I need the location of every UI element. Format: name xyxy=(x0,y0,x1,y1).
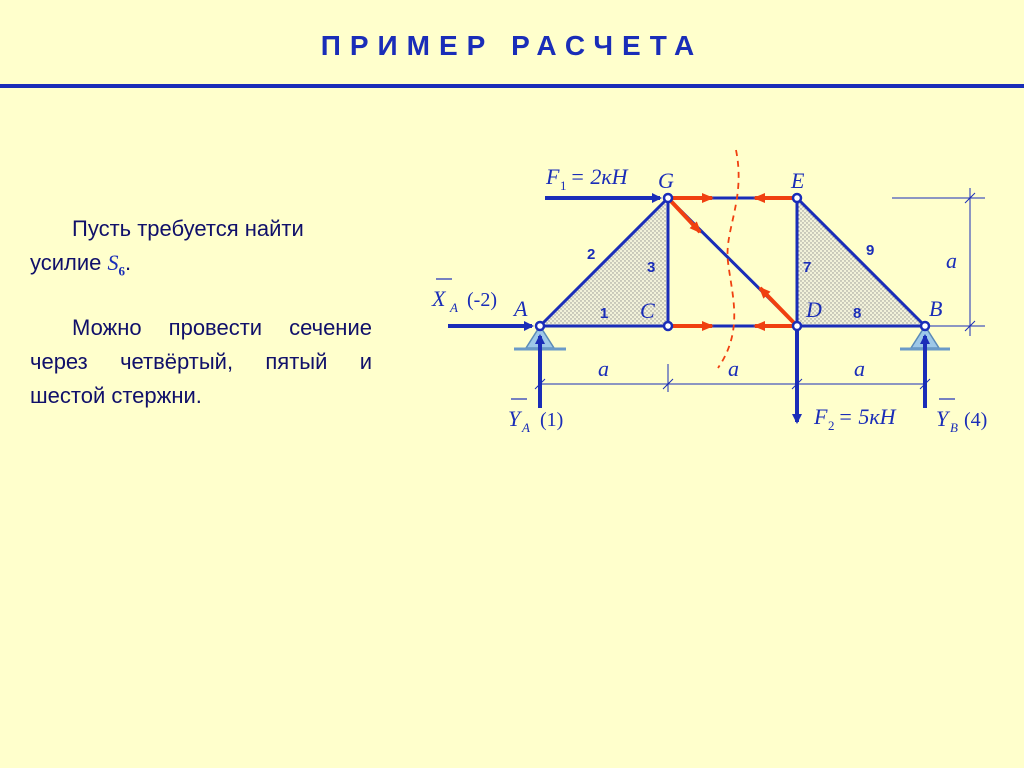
svg-text:A: A xyxy=(522,420,530,435)
force-label-ya xyxy=(508,399,563,435)
svg-text:F: F xyxy=(814,404,828,429)
dimension-label-a1: a xyxy=(598,356,609,381)
member-label-3: 3 xyxy=(647,259,656,276)
svg-text:(-2): (-2) xyxy=(467,289,497,311)
svg-text:(4): (4) xyxy=(964,409,988,431)
node-label-a: A xyxy=(514,296,528,321)
task-line-2: усилие xyxy=(30,250,102,275)
svg-text:Y: Y xyxy=(508,406,521,431)
node-d xyxy=(793,322,801,330)
member-label-9: 9 xyxy=(866,242,875,259)
node-e xyxy=(793,194,801,202)
svg-text:X: X xyxy=(432,286,446,311)
dimension-label-height: a xyxy=(946,248,957,273)
dimension-label-a3: a xyxy=(854,356,865,381)
member-label-8: 8 xyxy=(853,305,862,322)
force-arrow-s5-left xyxy=(668,198,700,232)
node-label-d: D xyxy=(806,297,822,322)
svg-text:= 2кН: = 2кН xyxy=(570,164,628,189)
svg-text:1: 1 xyxy=(560,178,567,193)
task-line-1: Пусть требуется найти xyxy=(72,216,304,241)
force-label-yb xyxy=(936,399,987,435)
svg-text:Y: Y xyxy=(936,406,949,431)
node-a xyxy=(536,322,544,330)
node-label-c: C xyxy=(640,298,655,323)
member-label-2: 2 xyxy=(587,246,596,263)
dimension-label-a2: a xyxy=(728,356,739,381)
section-cut-line xyxy=(718,150,739,368)
force-label-xa xyxy=(431,279,497,315)
node-b xyxy=(921,322,929,330)
svg-text:= 5кН: = 5кН xyxy=(838,404,896,429)
force-label-f2 xyxy=(813,404,897,433)
member-label-1: 1 xyxy=(600,305,609,322)
svg-text:F: F xyxy=(546,164,560,189)
node-c xyxy=(664,322,672,330)
svg-text:A: A xyxy=(450,300,458,315)
node-label-g: G xyxy=(658,168,674,193)
member-label-7: 7 xyxy=(803,259,812,276)
svg-text:B: B xyxy=(950,420,958,435)
node-label-e: E xyxy=(791,168,805,193)
section-text: Можно провести сечение через четвёртый, пятый и шестой стержни. xyxy=(30,315,372,408)
force-arrow-s5-right xyxy=(760,288,797,326)
task-period: . xyxy=(125,250,132,275)
node-label-b: B xyxy=(929,296,943,321)
node-g xyxy=(664,194,672,202)
page-title: ПРИМЕР РАСЧЕТА xyxy=(320,30,704,61)
svg-text:(1): (1) xyxy=(540,409,564,431)
svg-text:2: 2 xyxy=(828,418,835,433)
force-label-f1 xyxy=(545,164,629,193)
force-symbol-s6: $S_6$ xyxy=(107,250,126,279)
